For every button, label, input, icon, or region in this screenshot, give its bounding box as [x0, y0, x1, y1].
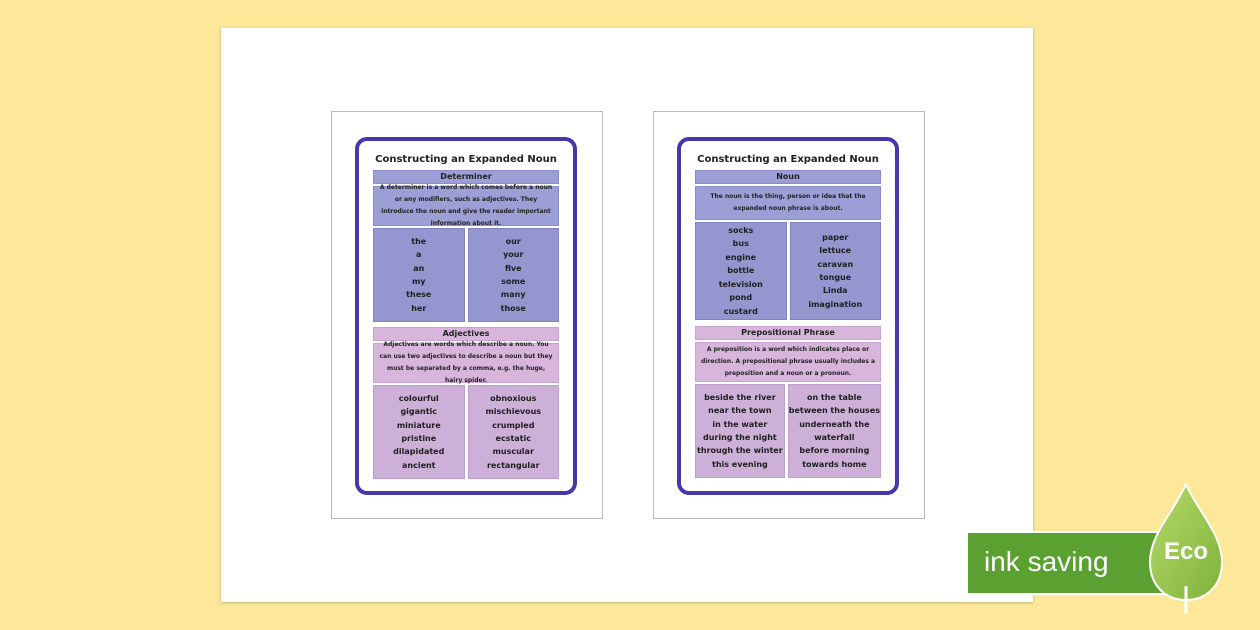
word-column — [695, 222, 787, 320]
word-item: television — [718, 279, 763, 289]
word-item: colourful — [398, 393, 439, 403]
eco-leaf-badge — [1148, 482, 1228, 616]
word-columns — [695, 384, 881, 478]
word-item: gigantic — [400, 407, 438, 417]
page-preview-right — [653, 111, 925, 519]
word-item: bus — [732, 239, 749, 249]
word-item: mischievous — [485, 407, 542, 417]
word-item: socks — [728, 226, 754, 236]
word-item: some — [501, 277, 526, 286]
word-item: waterfall — [814, 433, 855, 442]
section-description: A preposition is a word which indicates place or direction. A prepositional phrase usually includes a preposition and a noun or a pronoun. — [695, 342, 881, 382]
ink-saving-text: ink saving — [984, 546, 1109, 577]
word-item: dilapidated — [393, 447, 445, 457]
word-item: tongue — [819, 273, 852, 282]
word-item: many — [500, 290, 526, 300]
word-item: her — [411, 303, 427, 313]
section-heading: Noun — [695, 170, 881, 184]
word-item: during the night — [703, 433, 777, 442]
word-column — [373, 228, 465, 322]
word-item: the — [411, 236, 427, 246]
word-item: paper — [822, 232, 849, 242]
word-column — [468, 385, 560, 479]
word-columns — [373, 228, 559, 322]
word-item: this evening — [712, 459, 768, 469]
section-description: Adjectives are words which describe a noun. You can use two adjectives to describe a noun but they must be separated by a comma, e.g. the huge, hairy spider. — [373, 343, 559, 383]
word-item: ecstatic — [495, 434, 531, 443]
page-preview-left — [331, 111, 603, 519]
word-item: rectangular — [486, 460, 540, 470]
word-item: before morning — [799, 446, 870, 456]
word-item: caravan — [817, 259, 854, 269]
word-item: my — [411, 277, 426, 286]
word-item: between the houses — [788, 406, 880, 416]
word-item: through the winter — [697, 446, 783, 456]
word-columns — [373, 385, 559, 479]
word-item: Linda — [822, 286, 848, 296]
word-item: miniature — [396, 420, 441, 430]
word-column — [788, 384, 881, 478]
card-right — [677, 137, 899, 495]
card-title: Constructing an Expanded Noun — [375, 154, 557, 165]
word-item: beside the river — [704, 392, 776, 402]
word-item: an — [413, 263, 425, 273]
card-left — [355, 137, 577, 495]
section-noun — [695, 170, 881, 320]
word-columns — [695, 222, 881, 320]
card-title: Constructing an Expanded Noun — [697, 154, 879, 165]
word-item: engine — [725, 252, 757, 262]
document-sheet — [221, 28, 1033, 602]
word-item: bottle — [727, 266, 755, 276]
section-prepositional-phrase — [695, 326, 881, 478]
word-item: crumpled — [492, 420, 535, 430]
section-heading: Adjectives — [373, 327, 559, 341]
word-column — [468, 228, 560, 322]
word-item: a — [416, 250, 422, 260]
word-item: on the table — [806, 392, 862, 402]
word-item: ancient — [401, 460, 436, 470]
eco-label: Eco — [1163, 538, 1208, 565]
section-adjectives — [373, 327, 559, 479]
word-item: obnoxious — [490, 393, 537, 403]
word-item: imagination — [808, 299, 863, 309]
word-item: those — [500, 303, 526, 313]
word-item: in the water — [712, 419, 768, 429]
word-item: custard — [723, 306, 758, 316]
word-item: your — [503, 250, 524, 260]
word-item: muscular — [492, 447, 534, 457]
section-description: The noun is the thing, person or idea that the expanded noun phrase is about. — [695, 186, 881, 220]
word-column — [373, 385, 465, 479]
section-heading: Prepositional Phrase — [695, 326, 881, 340]
section-determiner — [373, 170, 559, 322]
word-item: towards home — [802, 459, 867, 469]
word-item: lettuce — [819, 246, 852, 256]
word-column — [695, 384, 785, 478]
word-item: near the town — [708, 406, 772, 416]
word-item: five — [504, 263, 522, 273]
word-item: our — [505, 236, 521, 246]
section-description: A determiner is a word which comes before a noun or any modifiers, such as adjectives. They introduce the noun and give the reader important information about it. — [373, 186, 559, 226]
word-item: pristine — [401, 434, 437, 443]
word-column — [790, 222, 882, 320]
word-item: underneath the — [799, 419, 870, 429]
section-heading: Determiner — [373, 170, 559, 184]
word-item: pond — [729, 293, 753, 303]
word-item: these — [406, 290, 432, 300]
